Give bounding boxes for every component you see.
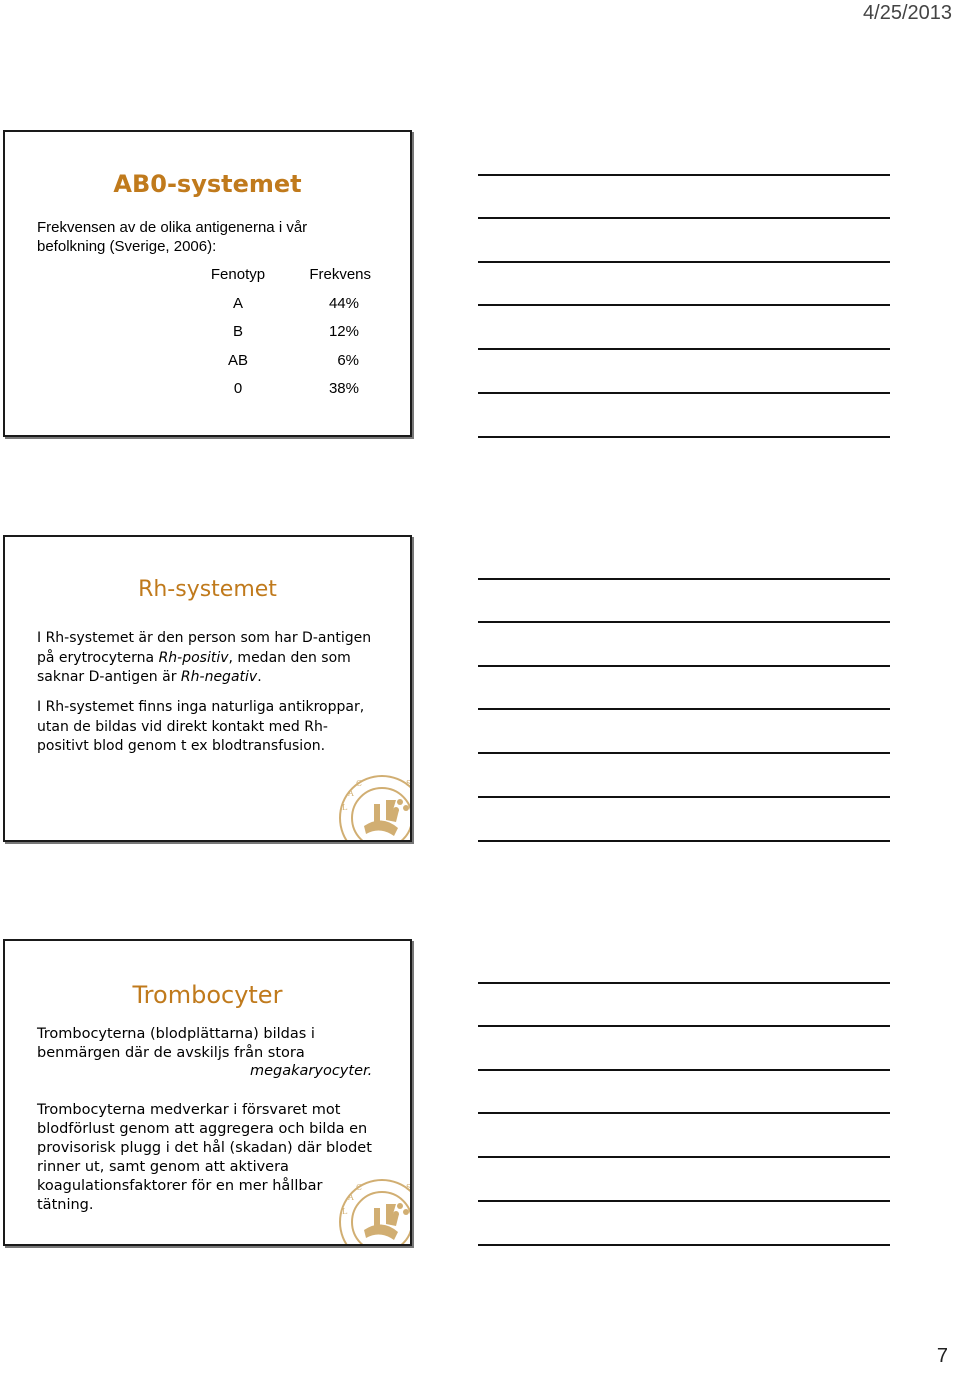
slide-paragraph: Trombocyterna (blodplättarna) bildas i benmärgen där de avskiljs från stora	[37, 1026, 315, 1061]
frequency-cell: 38%	[328, 380, 359, 397]
note-line	[478, 174, 890, 176]
svg-text:S: S	[406, 779, 412, 788]
frequency-cell: 44%	[328, 294, 359, 312]
note-line	[478, 708, 890, 710]
frequency-cell: 12%	[328, 323, 359, 340]
note-line	[478, 1069, 890, 1071]
note-line	[478, 840, 890, 842]
slide-paragraph: I Rh-systemet finns inga naturliga antikroppar, utan de bildas vid direkt kontakt med Rh-positivt blod genom t ex blodtransfusion.	[37, 699, 365, 754]
column-header-frequency: Frekvens	[309, 266, 371, 283]
note-line	[478, 982, 890, 984]
table-row	[195, 295, 371, 324]
note-line	[478, 392, 890, 394]
slide-title: AB0-systemet	[113, 170, 302, 198]
note-line	[478, 217, 890, 219]
print-date: 4/25/2013	[863, 2, 952, 24]
phenotype-cell: AB	[227, 351, 248, 369]
svg-text:A: A	[348, 789, 354, 798]
slide-title: Trombocyter	[132, 981, 283, 1009]
slide-title: Rh-systemet	[138, 577, 277, 602]
svg-text:L: L	[342, 803, 348, 812]
svg-text:C: C	[356, 779, 363, 788]
slide-thrombocytes	[3, 939, 418, 1246]
emphasis-term: Rh-positiv	[158, 649, 229, 666]
text-run: I Rh-systemet är den person som har D-antigen på erytrocyterna	[37, 630, 372, 666]
svg-text:A: A	[348, 1193, 354, 1202]
university-seal-icon: A L C S I	[334, 770, 410, 840]
frequency-table	[195, 266, 371, 409]
frequency-cell: 6%	[337, 351, 359, 369]
page-number: 7	[936, 1345, 948, 1367]
table-row	[195, 323, 371, 352]
table-header-row	[195, 266, 371, 295]
slide-ab0-system	[3, 130, 412, 437]
note-line	[478, 752, 890, 754]
emphasis-term: Rh-negativ	[180, 669, 258, 685]
note-line	[478, 1112, 890, 1114]
university-seal-icon: A L C S I	[334, 1174, 410, 1244]
note-line	[478, 796, 890, 798]
note-line	[478, 1200, 890, 1202]
phenotype-cell: B	[232, 323, 243, 340]
phenotype-cell: A	[232, 294, 243, 312]
text-run: , medan den som saknar D-antigen är	[37, 649, 351, 685]
text-run: .	[257, 669, 262, 685]
note-line	[478, 1156, 890, 1158]
svg-text:L: L	[342, 1207, 348, 1216]
note-line	[478, 578, 890, 580]
slide-rh-system	[3, 535, 418, 842]
svg-text:C: C	[356, 1183, 363, 1192]
note-line	[478, 1025, 890, 1027]
slide-intro-text: Frekvensen av de olika antigenerna i vår befolkning (Sverige, 2006):	[37, 219, 308, 255]
column-header-phenotype: Fenotyp	[210, 266, 266, 283]
table-row	[195, 352, 371, 381]
svg-text:S: S	[406, 1183, 412, 1192]
table-row	[195, 380, 371, 409]
emphasis-term: megakaryocyter.	[250, 1063, 373, 1079]
note-line	[478, 621, 890, 623]
note-line	[478, 261, 890, 263]
note-line	[478, 348, 890, 350]
note-line	[478, 304, 890, 306]
note-line	[478, 436, 890, 438]
note-line	[478, 1244, 890, 1246]
slide-paragraph	[37, 629, 377, 688]
phenotype-cell: 0	[233, 380, 243, 397]
slide-paragraph: Trombocyterna medverkar i försvaret mot blodförlust genom att aggregera och bilda en provisorisk plugg i det hål (skadan) där blodet rinner ut, samt genom att aktivera koagulationsfaktorer för en mer hållbar tätning.	[37, 1102, 372, 1213]
note-line	[478, 665, 890, 667]
